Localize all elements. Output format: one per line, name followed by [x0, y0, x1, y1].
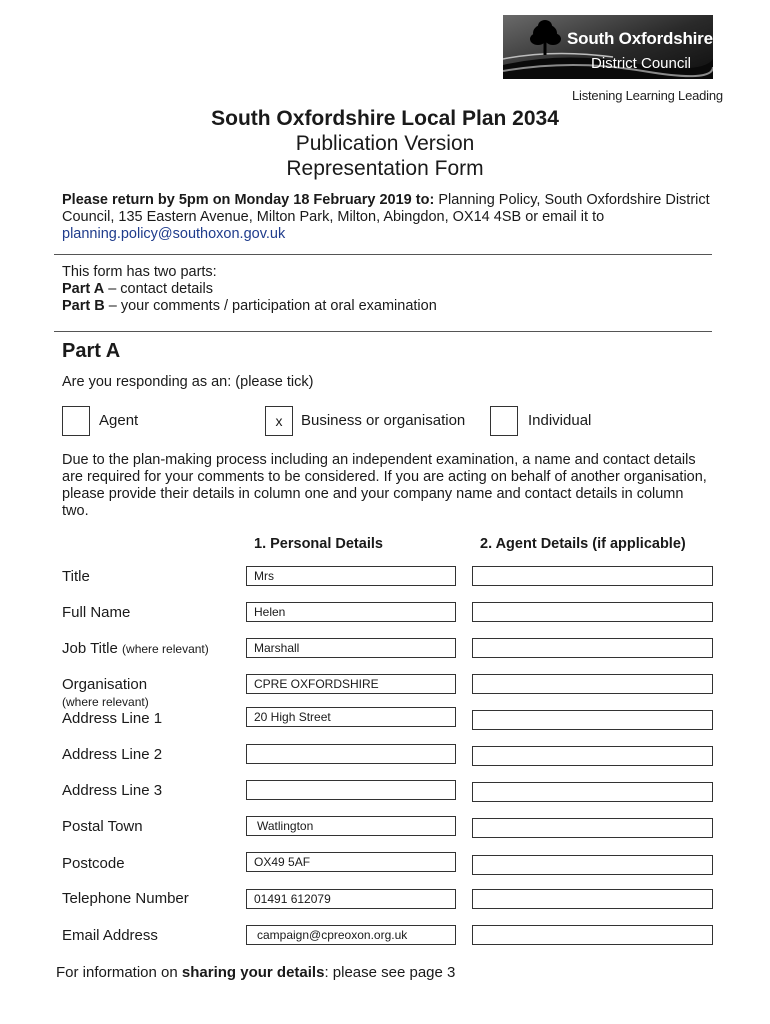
personal-postal-town-field[interactable]: Watlington	[246, 816, 456, 836]
business-checkbox-label: Business or organisation	[301, 412, 466, 429]
postcode-label: Postcode	[62, 855, 125, 872]
footer-prefix: For information on	[56, 964, 182, 981]
individual-checkbox[interactable]	[490, 406, 518, 436]
respondent-type-question: Are you responding as an: (please tick)	[62, 374, 314, 390]
divider	[54, 254, 712, 255]
agent-checkbox-label: Agent	[99, 412, 139, 429]
return-address: Planning Policy, South Oxfordshire District Council, 135 Eastern Avenue, Milton Park, Milton, Abingdon, OX14 4SB or email it to	[62, 192, 710, 225]
part-b-desc: – your comments / participation at oral examination	[104, 298, 437, 314]
parts-intro-line: This form has two parts:	[62, 264, 217, 280]
business-checkbox[interactable]: x	[265, 406, 293, 436]
personal-address-line-1-field[interactable]: 20 High Street	[246, 707, 456, 727]
agent-details-header: 2. Agent Details (if applicable)	[480, 536, 686, 552]
personal-job-title-field[interactable]: Marshall	[246, 638, 456, 658]
personal-title-field[interactable]: Mrs	[246, 566, 456, 586]
page-title: South Oxfordshire Local Plan 2034	[211, 107, 559, 130]
email-label: Email Address	[62, 927, 158, 944]
agent-title-field[interactable]	[472, 566, 713, 586]
agent-email-field[interactable]	[472, 925, 713, 945]
planning-email-link[interactable]: planning.policy@southoxon.gov.uk	[62, 226, 286, 242]
personal-address-line-2-field[interactable]	[246, 744, 456, 764]
postal-town-label: Postal Town	[62, 818, 143, 835]
full-name-label: Full Name	[62, 604, 131, 621]
agent-job-title-field[interactable]	[472, 638, 713, 658]
explanation-text: Due to the plan-making process including an independent examination, a name and contact details are required for your comments to be considered. If you are acting on behalf of another organisation, please provide their details in column one and your company name and contact details in column two.	[62, 452, 707, 519]
logo-text-line1: South Oxfordshire	[567, 29, 713, 48]
address-line-2-label: Address Line 2	[62, 746, 163, 763]
job-title-note: (where relevant)	[122, 642, 209, 656]
personal-email-field[interactable]: campaign@cpreoxon.org.uk	[246, 925, 456, 945]
personal-postcode-field[interactable]: OX49 5AF	[246, 852, 456, 872]
page-subtitle-form: Representation Form	[286, 157, 484, 180]
personal-telephone-field[interactable]: 01491 612079	[246, 889, 456, 909]
telephone-label: Telephone Number	[62, 890, 189, 907]
agent-organisation-field[interactable]	[472, 674, 713, 694]
agent-address-line-2-field[interactable]	[472, 746, 713, 766]
council-logo	[503, 15, 713, 79]
agent-full-name-field[interactable]	[472, 602, 713, 622]
parts-intro	[62, 264, 722, 315]
part-a-heading: Part A	[62, 340, 121, 362]
agent-postcode-field[interactable]	[472, 855, 713, 875]
sharing-details-link: sharing your details	[181, 964, 325, 981]
part-a-desc: – contact details	[104, 281, 213, 297]
address-line-3-label: Address Line 3	[62, 782, 163, 799]
personal-organisation-field[interactable]: CPRE OXFORDSHIRE	[246, 674, 456, 694]
agent-address-line-1-field[interactable]	[472, 710, 713, 730]
organisation-note: (where relevant)	[62, 695, 149, 709]
logo-tagline: Listening Learning Leading	[572, 88, 723, 103]
sharing-details-note	[56, 964, 455, 981]
personal-details-header: 1. Personal Details	[254, 536, 383, 552]
agent-checkbox[interactable]	[62, 406, 90, 436]
individual-checkbox-label: Individual	[528, 412, 592, 429]
agent-address-line-3-field[interactable]	[472, 782, 713, 802]
personal-full-name-field[interactable]: Helen	[246, 602, 456, 622]
logo-text-line2: District Council	[591, 55, 692, 72]
return-instructions	[62, 192, 722, 243]
title-label: Title	[62, 568, 90, 585]
job-title-label-text: Job Title	[62, 640, 118, 657]
agent-postal-town-field[interactable]	[472, 818, 713, 838]
footer-suffix: : please see page 3	[324, 964, 456, 981]
personal-address-line-3-field[interactable]	[246, 780, 456, 800]
part-b-label: Part B	[62, 298, 105, 314]
part-a-label: Part A	[62, 281, 105, 297]
page-subtitle-version: Publication Version	[295, 132, 475, 155]
organisation-label: Organisation	[62, 676, 148, 693]
job-title-label	[62, 640, 209, 657]
address-line-1-label: Address Line 1	[62, 710, 163, 727]
divider	[54, 331, 712, 332]
agent-telephone-field[interactable]	[472, 889, 713, 909]
return-deadline: Please return by 5pm on Monday 18 February 2019 to:	[62, 192, 435, 208]
